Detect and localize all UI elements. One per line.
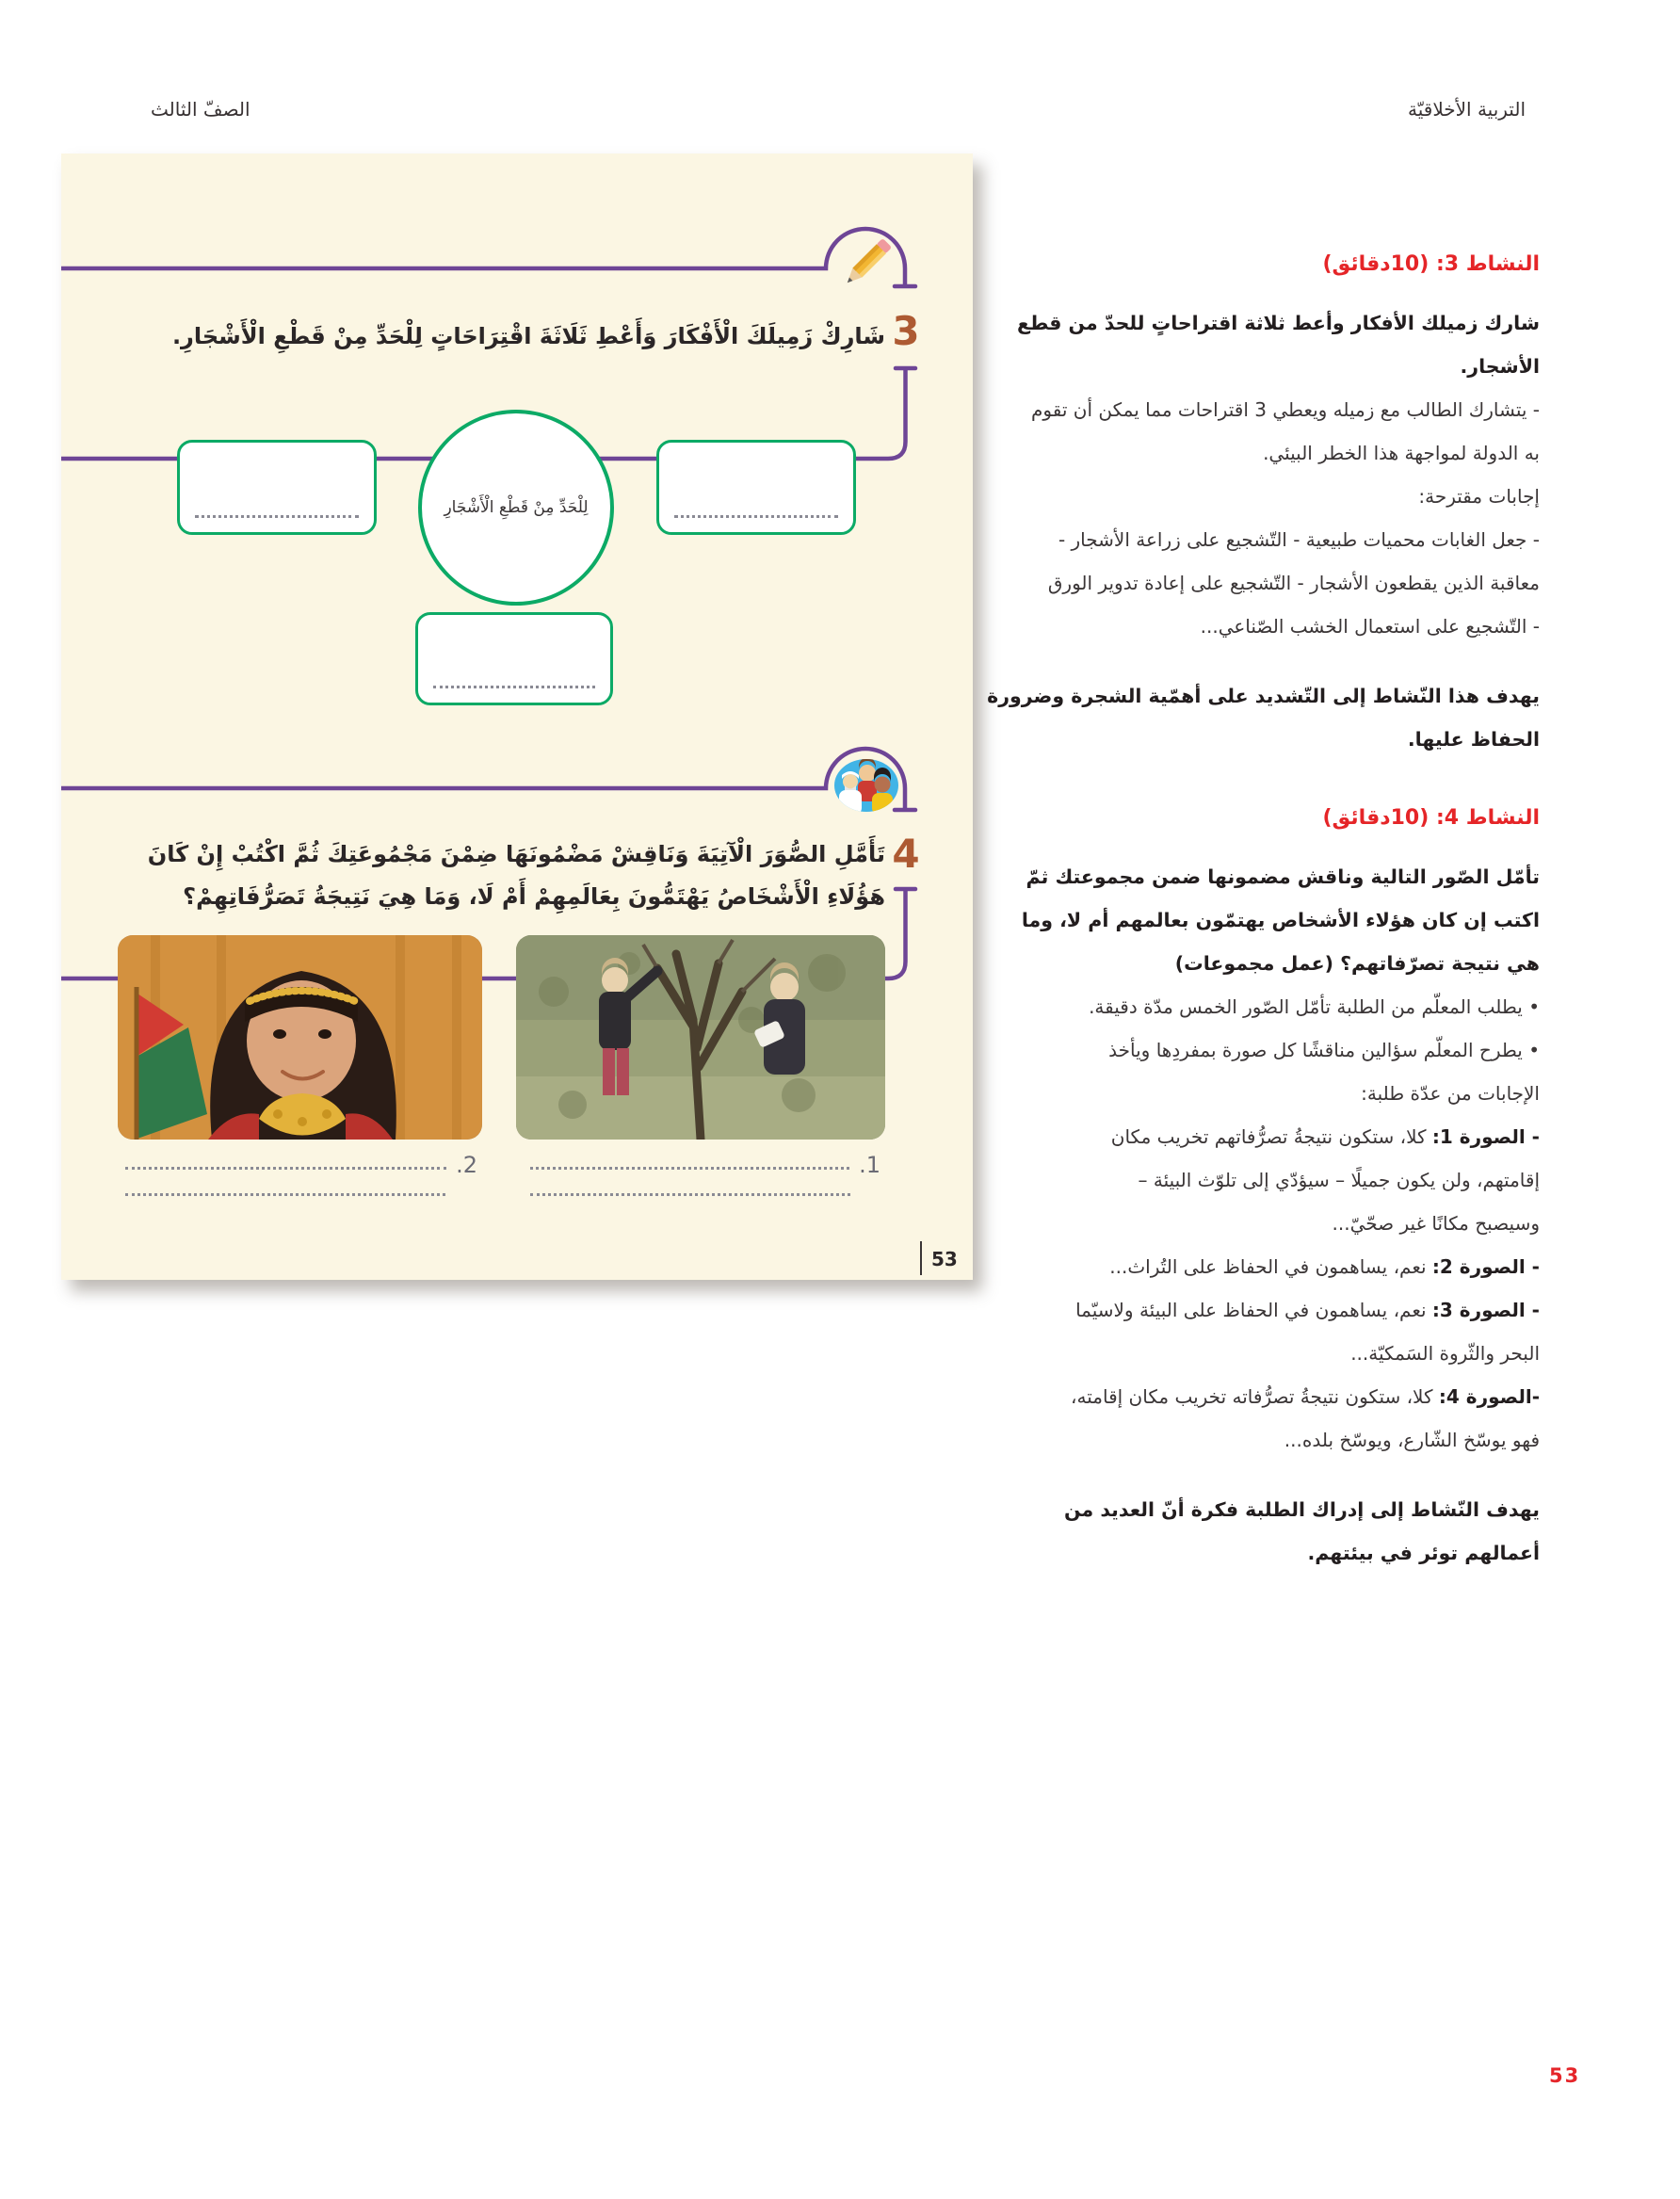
teacher-note-line: شارك زميلك الأفكار وأعط ثلاثة اقتراحاتٍ للحدّ من قطع bbox=[1016, 312, 1540, 334]
teacher-note-line: هي نتيجة تصرّفاتهم؟ (عمل مجموعات) bbox=[1174, 952, 1540, 975]
answer-box-right bbox=[656, 440, 856, 535]
photo2-caption-number: .2 bbox=[456, 1152, 477, 1178]
teacher-note-line: اكتب إن كان هؤلاء الأشخاص يهتمّون بعالمهم أم لا، وما bbox=[1021, 909, 1540, 931]
teacher-note-line: -الصورة 4: كلا، ستكون نتيجةُ تصرُّفاته تخريب مكان إقامته، bbox=[1071, 1385, 1540, 1408]
teacher-note-line: معاقبة الذين يقطعون الأشجار - التّشجيع على إعادة تدوير الورق bbox=[1047, 572, 1540, 594]
teacher-note-line: النشاط 4: (10دقائق) bbox=[1322, 806, 1540, 830]
teacher-note-line: إجابات مقترحة: bbox=[1418, 485, 1540, 508]
teacher-note-line: - التّشجيع على استعمال الخشب الصّناعي... bbox=[1200, 615, 1540, 638]
pencil-icon bbox=[833, 231, 901, 299]
teacher-note-line: - الصورة 1: كلا، ستكون نتيجةُ تصرُّفاتهم تخريب مكان bbox=[1110, 1125, 1540, 1148]
photo2-caption-row bbox=[125, 1154, 477, 1176]
caption-dotted-line bbox=[530, 1167, 849, 1170]
activity4-instruction-line1: تَأَمَّلِ الصُّوَرَ الْآتِيَةَ وَنَاقِشْ مَضْمُونَهَا ضِمْنَ مَجْمُوعَتِكَ ثُمَّ اكْتُبْ إِنْ كَانَ bbox=[147, 841, 885, 867]
teacher-note-line: الإجابات من عدّة طلبة: bbox=[1361, 1082, 1540, 1105]
answer-dotted-line bbox=[674, 515, 838, 518]
teacher-note-line: • يطرح المعلّم سؤالين مناقشًا كل صورة بمفردِها ويأخذ bbox=[1108, 1039, 1540, 1061]
mindmap-center-label: لِلْحَدِّ مِنْ قَطْعِ الْأَشْجَارِ bbox=[444, 498, 589, 517]
teacher-note-line: • يطلب المعلّم من الطلبة تأمّل الصّور الخمس مدّة دقيقة. bbox=[1089, 995, 1540, 1018]
teacher-note-line: الأشجار. bbox=[1460, 355, 1540, 378]
teacher-note-line: - يتشارك الطالب مع زميله ويعطي 3 اقتراحات مما يمكن أن تقوم bbox=[1031, 398, 1540, 421]
activity4-instruction bbox=[148, 833, 885, 918]
teacher-note-line: أعمالهم توئر في بيئتهم. bbox=[1307, 1542, 1540, 1564]
running-head-grade: الصفّ الثالث bbox=[151, 98, 250, 121]
teacher-note-line: البحر والثّروة السَمكيّة... bbox=[1350, 1342, 1540, 1365]
activity4-number: 4 bbox=[892, 831, 920, 877]
photo1-caption-row bbox=[530, 1154, 880, 1176]
running-head-subject: التربية الأخلاقيّة bbox=[1408, 98, 1526, 121]
caption-dotted-line bbox=[125, 1193, 445, 1196]
teacher-note-line: النشاط 3: (10دقائق) bbox=[1322, 252, 1540, 276]
answer-dotted-line bbox=[433, 686, 595, 688]
teacher-note-line: - الصورة 2: نعم، يساهمون في الحفاظ على التُراث... bbox=[1109, 1255, 1540, 1278]
folio-divider bbox=[920, 1241, 922, 1275]
teacher-note-line: - الصورة 3: نعم، يساهمون في الحفاظ على البيئة ولاسيّما bbox=[1075, 1299, 1540, 1321]
spread-page-number: 53 bbox=[1549, 2064, 1581, 2087]
activity4-instruction-line2: هَؤُلَاءِ الْأَشْخَاصُ يَهْتَمُّونَ بِعَالَمِهِمْ أَمْ لَا، وَمَا هِيَ نَتِيجَةُ تَصَرُّفَاتِهِمْ؟ bbox=[183, 883, 885, 910]
student-page-number: 53 bbox=[931, 1248, 958, 1270]
mindmap-center-circle bbox=[418, 410, 614, 606]
answer-box-bottom bbox=[415, 612, 613, 705]
teacher-note-line: الحفاظ عليها. bbox=[1407, 728, 1540, 751]
teacher-note-line: به الدولة لمواجهة هذا الخطر البيئي. bbox=[1263, 442, 1540, 464]
teacher-note-line: يهدف النّشاط إلى إدراك الطلبة فكرة أنّ العديد من bbox=[1064, 1498, 1540, 1521]
teacher-note-line: وسيصبح مكانًا غير صحّيّ... bbox=[1332, 1212, 1540, 1235]
teacher-notes bbox=[987, 243, 1540, 1575]
answer-dotted-line bbox=[195, 515, 359, 518]
teacher-note-line: إقامتهم، ولن يكون جميلًا – سيؤدّي إلى تلوّث البيئة – bbox=[1138, 1169, 1540, 1191]
photo1-caption-number: .1 bbox=[859, 1152, 880, 1178]
caption-dotted-line bbox=[125, 1167, 446, 1170]
photo-children-pruning-trees bbox=[516, 935, 885, 1140]
caption-dotted-line bbox=[530, 1193, 850, 1196]
teacher-note-line: - جعل الغابات محميات طبيعية - التّشجيع على زراعة الأشجار - bbox=[1058, 528, 1540, 551]
activity3-number: 3 bbox=[892, 308, 920, 354]
photo-girl-traditional-dress bbox=[118, 935, 482, 1140]
answer-box-left bbox=[177, 440, 377, 535]
student-book-page bbox=[61, 154, 973, 1280]
activity3-instruction: شَارِكْ زَمِيلَكَ الْأَفْكَارَ وَأَعْطِ ثَلَاثَةَ اقْتِرَاحَاتٍ لِلْحَدِّ مِنْ قَطْعِ الْأَشْجَارِ. bbox=[171, 323, 885, 349]
family-icon bbox=[832, 756, 901, 815]
teacher-note-line: فهو يوسّخ الشّارع، ويوسّخ بلده... bbox=[1284, 1429, 1540, 1451]
teacher-note-line: يهدف هذا النّشاط إلى التّشديد على أهمّية الشجرة وضرورة bbox=[987, 685, 1540, 707]
teacher-note-line: تأمّل الصّور التالية وناقش مضمونها ضمن مجموعتك ثمّ bbox=[1026, 865, 1540, 888]
